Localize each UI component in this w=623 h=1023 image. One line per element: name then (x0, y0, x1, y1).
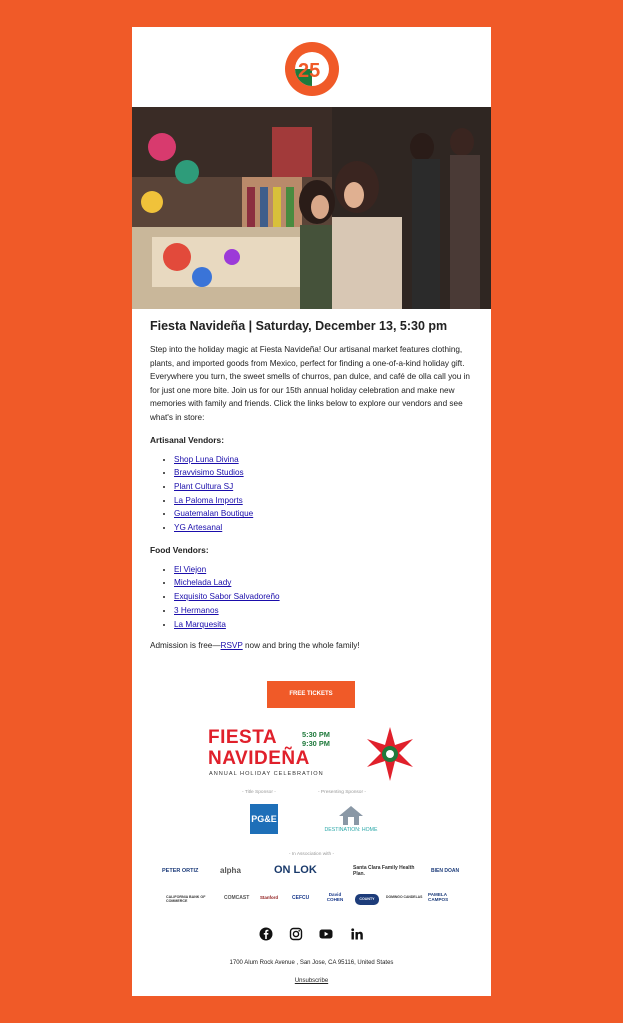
vendor-link-yg-artesanal[interactable]: YG Artesanal (174, 523, 223, 533)
association-logo-row-1 (148, 862, 476, 884)
vendor-link-plant-cultura[interactable]: Plant Cultura SJ (174, 481, 234, 491)
rsvp-link[interactable]: RSVP (220, 641, 243, 651)
event-times (302, 730, 330, 748)
mailing-address: 1700 Alum Rock Avenue , San Jose, CA 95116, United States (229, 960, 394, 966)
artisanal-vendor-list (150, 453, 473, 535)
fiesta-word: FIESTA (208, 727, 278, 748)
sponsor-logo: PAMELA CAMPOS (428, 892, 449, 903)
facebook-icon[interactable] (259, 927, 273, 941)
email-card (132, 27, 491, 996)
start-time: 5:30 PM (302, 730, 330, 739)
vendor-link-bravvisimo-studios[interactable]: Bravvisimo Studios (174, 468, 244, 478)
destination-home-text: DESTINATION: HOME (324, 827, 378, 833)
list-item (174, 521, 473, 535)
presenting-sponsor-label: - Presenting Sponsor - (318, 790, 366, 795)
fiesta-navidena-logo (208, 727, 348, 781)
destination-home-logo (318, 804, 384, 836)
hero-photo (132, 107, 491, 309)
list-item (174, 563, 473, 577)
svg-text:25: 25 (298, 60, 321, 82)
association-label: - In Association with - (288, 852, 335, 857)
unsubscribe-link[interactable]: Unsubscribe (294, 978, 329, 984)
pinata-star-icon (365, 727, 415, 783)
sponsor-logo: PETER ORTIZ (162, 868, 199, 874)
vendor-link-exquisito-sabor[interactable]: Exquisito Sabor Salvadoreño (174, 592, 280, 602)
admission-suffix: now and bring the whole family! (242, 641, 360, 651)
vendor-link-shop-luna-divina[interactable]: Shop Luna Divina (174, 454, 239, 464)
email-body (150, 319, 473, 650)
list-item (174, 453, 473, 467)
fiesta-subtitle: ANNUAL HOLIDAY CELEBRATION (209, 771, 324, 777)
vendor-link-el-viejon[interactable]: El Viejon (174, 564, 207, 574)
list-item (174, 494, 473, 508)
house-icon (337, 804, 365, 826)
list-item (174, 618, 473, 632)
sponsor-logo: BIEN DOAN (431, 868, 460, 874)
sponsor-logo: COUNTY (355, 894, 379, 905)
sponsor-logo: CEFCU (292, 895, 310, 901)
admission-prefix: Admission is free— (150, 641, 221, 651)
list-item (174, 480, 473, 494)
intro-paragraph: Step into the holiday magic at Fiesta Navideña! Our artisanal market features clothing, plants, and imported goods from Mexico, perfect for finding a one-of-a-kind holiday gift. Everywhere you turn, the sweet smells of churros, pan dulce, and café de olla call you in for just one more bite. Join us for our 15th annual holiday celebration and make new memories with family and friends. Click the links below to explore our vendors and see what's in store: (150, 345, 470, 422)
list-item (174, 590, 473, 604)
sponsor-logo: COMCAST (224, 895, 250, 901)
vendor-link-3-hermanos[interactable]: 3 Hermanos (174, 605, 219, 615)
sponsor-logo: CALIFORNIA BANK OF COMMERCE (166, 895, 206, 904)
end-time: 9:30 PM (302, 739, 330, 748)
vendor-link-la-marquesita[interactable]: La Marquesita (174, 619, 226, 629)
list-item (174, 466, 473, 480)
sponsor-logo: Santa Clara Family Health Plan. (353, 865, 415, 877)
sponsor-logo: David COHEN (326, 892, 344, 903)
sponsor-logo: alpha (220, 866, 241, 875)
vendor-link-michelada-lady[interactable]: Michelada Lady (174, 578, 232, 588)
navidena-word: NAVIDEÑA (208, 748, 310, 769)
anniversary-logo-icon (284, 41, 340, 97)
event-title: Fiesta Navideña | Saturday, December 13, 5:30 pm (150, 319, 448, 333)
vendor-link-la-paloma[interactable]: La Paloma Imports (174, 495, 243, 505)
sponsor-logo: DOMINGO CANDELAS (386, 895, 423, 899)
free-tickets-button[interactable]: FREE TICKETS (267, 681, 355, 708)
list-item (174, 604, 473, 618)
sponsor-logo: Stanford (260, 895, 279, 900)
sponsor-logo: ON LOK (274, 864, 317, 876)
food-heading: Food Vendors: (150, 544, 209, 555)
linkedin-icon[interactable] (350, 927, 364, 941)
pge-logo: PG&E (250, 804, 278, 834)
instagram-icon[interactable] (289, 927, 303, 941)
food-vendor-list (150, 563, 473, 632)
artisanal-heading: Artisanal Vendors: (150, 434, 225, 445)
association-logo-row-2 (148, 889, 476, 911)
title-sponsor-label: - Title Sponsor - (242, 790, 276, 795)
vendor-link-guatemalan-boutique[interactable]: Guatemalan Boutique (174, 509, 254, 519)
admission-text (150, 641, 473, 650)
list-item (174, 507, 473, 521)
youtube-icon[interactable] (319, 927, 333, 941)
list-item (174, 576, 473, 590)
